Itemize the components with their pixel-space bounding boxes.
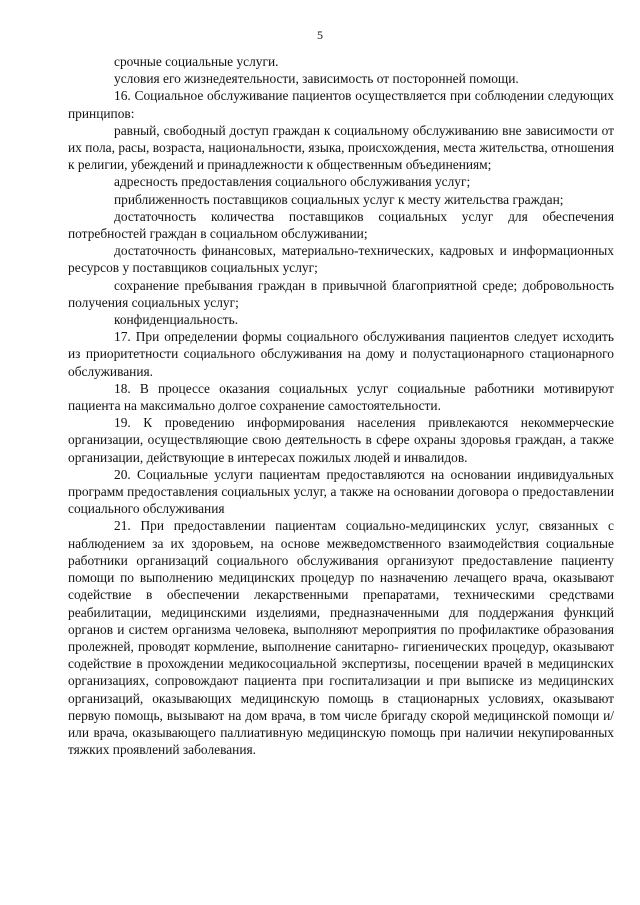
paragraph-item-21: 21. При предоставлении пациентам социально-медицинских услуг, связанных с наблюдением за их здоровьем, на основе межведомственного взаимодействия социальные работники организаций социального обслуживания организуют предоставление пациенту помощи по выполнению медицинских процедур по назначению лечащего врача, оказывают содействие в обеспечении лекарственными препаратами, техническими средствами реабилитации, медицинскими изделиями, предназначенными для поддержания функций органов и систем организма человека, выполняют мероприятия по профилактике образования пролежней, проводят кормление, выполнение санитарно- гигиенических процедур, оказывают содействие в прохождении медикосоциальной экспертизы, посещении врачей в медицинских организациях, сопровождают пациента при госпитализации и при выписке из медицинских организаций, оказывающих медицинскую помощь в стационарных условиях, оказывают первую помощь, вызывают на дом врача, в том числе бригаду скорой медицинской помощи и/или врача, оказывающего паллиативную медицинскую помощь при наличии некупированных тяжких проявлений заболевания.	[68, 518, 614, 758]
paragraph-item-18: 18. В процессе оказания социальных услуг социальные работники мотивируют пациента на максимально долгое сохранение самостоятельности.	[68, 380, 614, 414]
page-number: 5	[317, 28, 323, 42]
paragraph: конфиденциальность.	[114, 312, 239, 328]
paragraph-item-19: 19. К проведению информирования населения привлекаются некоммерческие организации, осуществляющие свою деятельность в сфере охраны здоровья граждан, а также организации, действующие в интересах пожилых людей и инвалидов.	[68, 415, 614, 465]
paragraph: адресность предоставления социального обслуживания услуг;	[114, 174, 471, 190]
paragraph-item-17: 17. При определении формы социального обслуживания пациентов следует исходить из приоритетности социального обслуживания на дому и полустационарного стационарного обслуживания.	[68, 329, 614, 379]
paragraph: условия его жизнедеятельности, зависимость от посторонней помощи.	[114, 71, 519, 87]
paragraph-item-20: 20. Социальные услуги пациентам предоставляются на основании индивидуальных программ предоставления социальных услуг, а также на основании договора о предоставлении социального обслуживания	[68, 466, 614, 517]
paragraph-item-16: 16. Социальное обслуживание пациентов осуществляется при соблюдении следующих принципов:	[68, 88, 614, 121]
paragraph: срочные социальные услуги.	[114, 54, 279, 69]
paragraph: достаточность количества поставщиков социальных услуг для обеспечения потребностей граждан в социальном обслуживании;	[68, 208, 614, 242]
paragraph: сохранение пребывания граждан в привычной благоприятной среде; добровольность получения социальных услуг;	[68, 277, 614, 310]
paragraph: достаточность финансовых, материально-технических, кадровых и информационных ресурсов у поставщиков социальных услуг;	[68, 243, 614, 276]
paragraph: приближенность поставщиков социальных услуг к месту жительства граждан;	[114, 191, 564, 207]
paragraph: равный, свободный доступ граждан к социальному обслуживанию вне зависимости от их пола, расы, возраста, национальности, языка, происхождения, места жительства, отношения к религии, убеждений и принадлежности к общественным объединениям;	[68, 122, 614, 173]
document-body	[68, 53, 614, 758]
